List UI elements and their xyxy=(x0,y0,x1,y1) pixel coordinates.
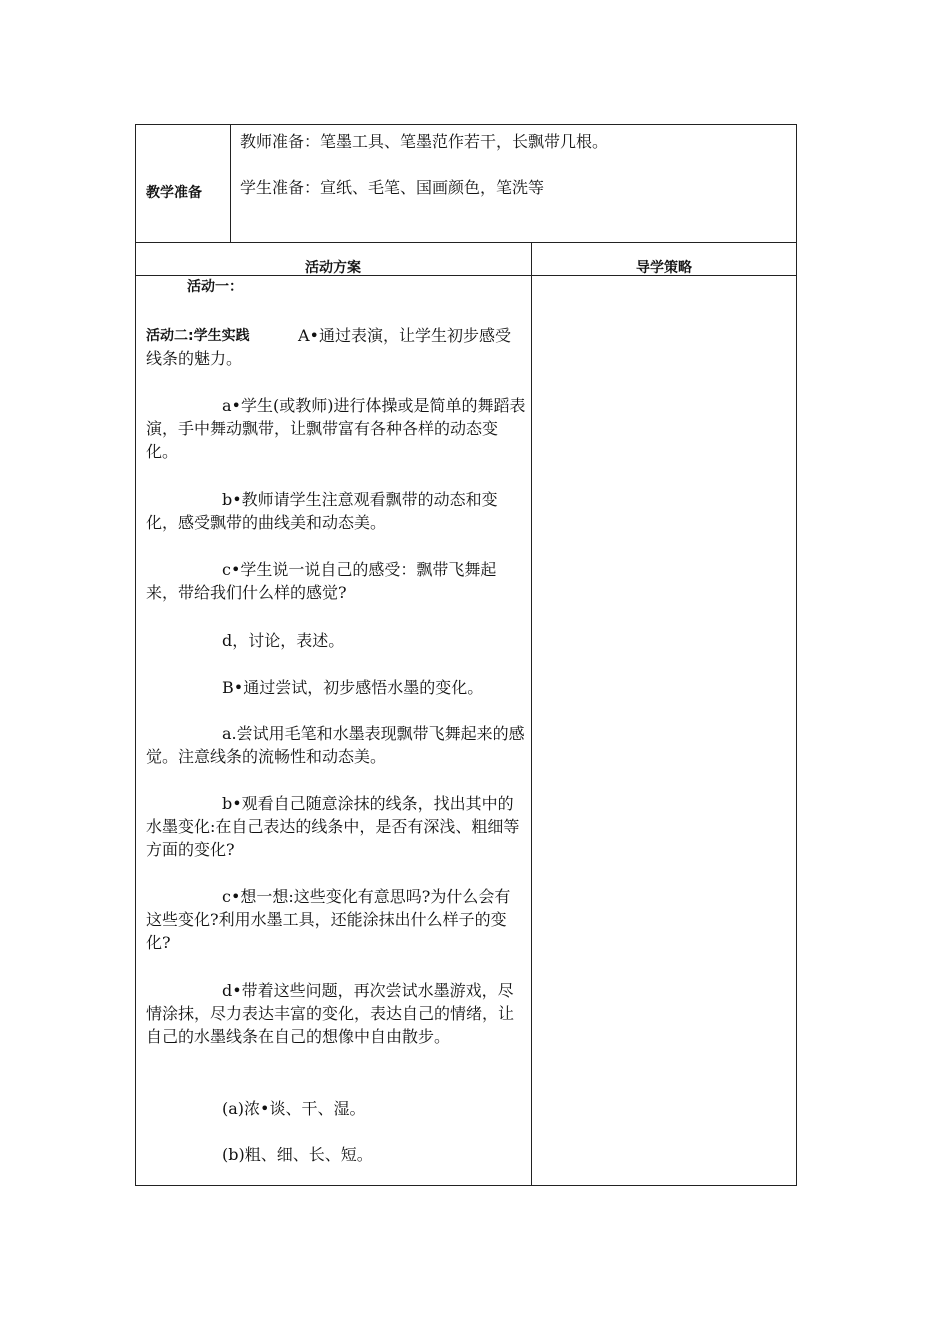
student-prep: 学生准备：宣纸、毛笔、国画颜色，笔洗等 xyxy=(240,178,545,197)
teacher-prep: 教师准备：笔墨工具、笔墨范作若干，长飘带几根。 xyxy=(240,132,609,151)
paragraph-a-upper: A•通过表演，让学生初步感受线条的魅力。 xyxy=(146,326,511,368)
list-item-ink-wet: (a)浓•谈、干、湿。 xyxy=(222,1099,366,1118)
paragraph-c-feeling: c•学生说一说自己的感受：飘带飞舞起来，带给我们什么样的感觉? xyxy=(146,560,497,602)
paragraph-a-performance: a•学生(或教师)进行体操或是简单的舞蹈表演，手中舞动飘带，让飘带富有各种各样的动态变化。 xyxy=(146,396,526,461)
strategy-cell xyxy=(532,276,796,1185)
activity-two-label: 活动二:学生实践 xyxy=(146,328,250,344)
prep-divider xyxy=(230,124,231,242)
paragraph-c-think: c•想一想:这些变化有意思吗?为什么会有这些变化?利用水墨工具，还能涂抹出什么样子的变化? xyxy=(146,887,511,952)
list-item-thickness: (b)粗、细、长、短。 xyxy=(222,1145,373,1164)
column-header-plan: 活动方案 xyxy=(305,260,361,276)
paragraph-a-try: a.尝试用毛笔和水墨表现飘带飞舞起来的感觉。注意线条的流畅性和动态美。 xyxy=(146,724,525,766)
paragraph-b-observe: b•教师请学生注意观看飘带的动态和变化，感受飘带的曲线美和动态美。 xyxy=(146,490,498,532)
paragraph-b-upper: B•通过尝试，初步感悟水墨的变化。 xyxy=(222,678,484,697)
prep-label: 教学准备 xyxy=(146,185,202,201)
paragraph-d-discuss: d，讨论，表述。 xyxy=(222,631,345,650)
column-header-strategy: 导学策略 xyxy=(636,260,692,276)
prep-row-bottom xyxy=(135,242,797,243)
paragraph-b-look: b•观看自己随意涂抹的线条，找出其中的水墨变化:在自己表达的线条中，是否有深浅、粗细等方面的变化? xyxy=(146,794,520,859)
activity-one-label: 活动一： xyxy=(187,279,243,295)
paragraph-d-play: d•带着这些问题，再次尝试水墨游戏，尽情涂抹，尽力表达丰富的变化，表达自己的情绪，让自己的水墨线条在自己的想像中自由散步。 xyxy=(146,981,515,1046)
